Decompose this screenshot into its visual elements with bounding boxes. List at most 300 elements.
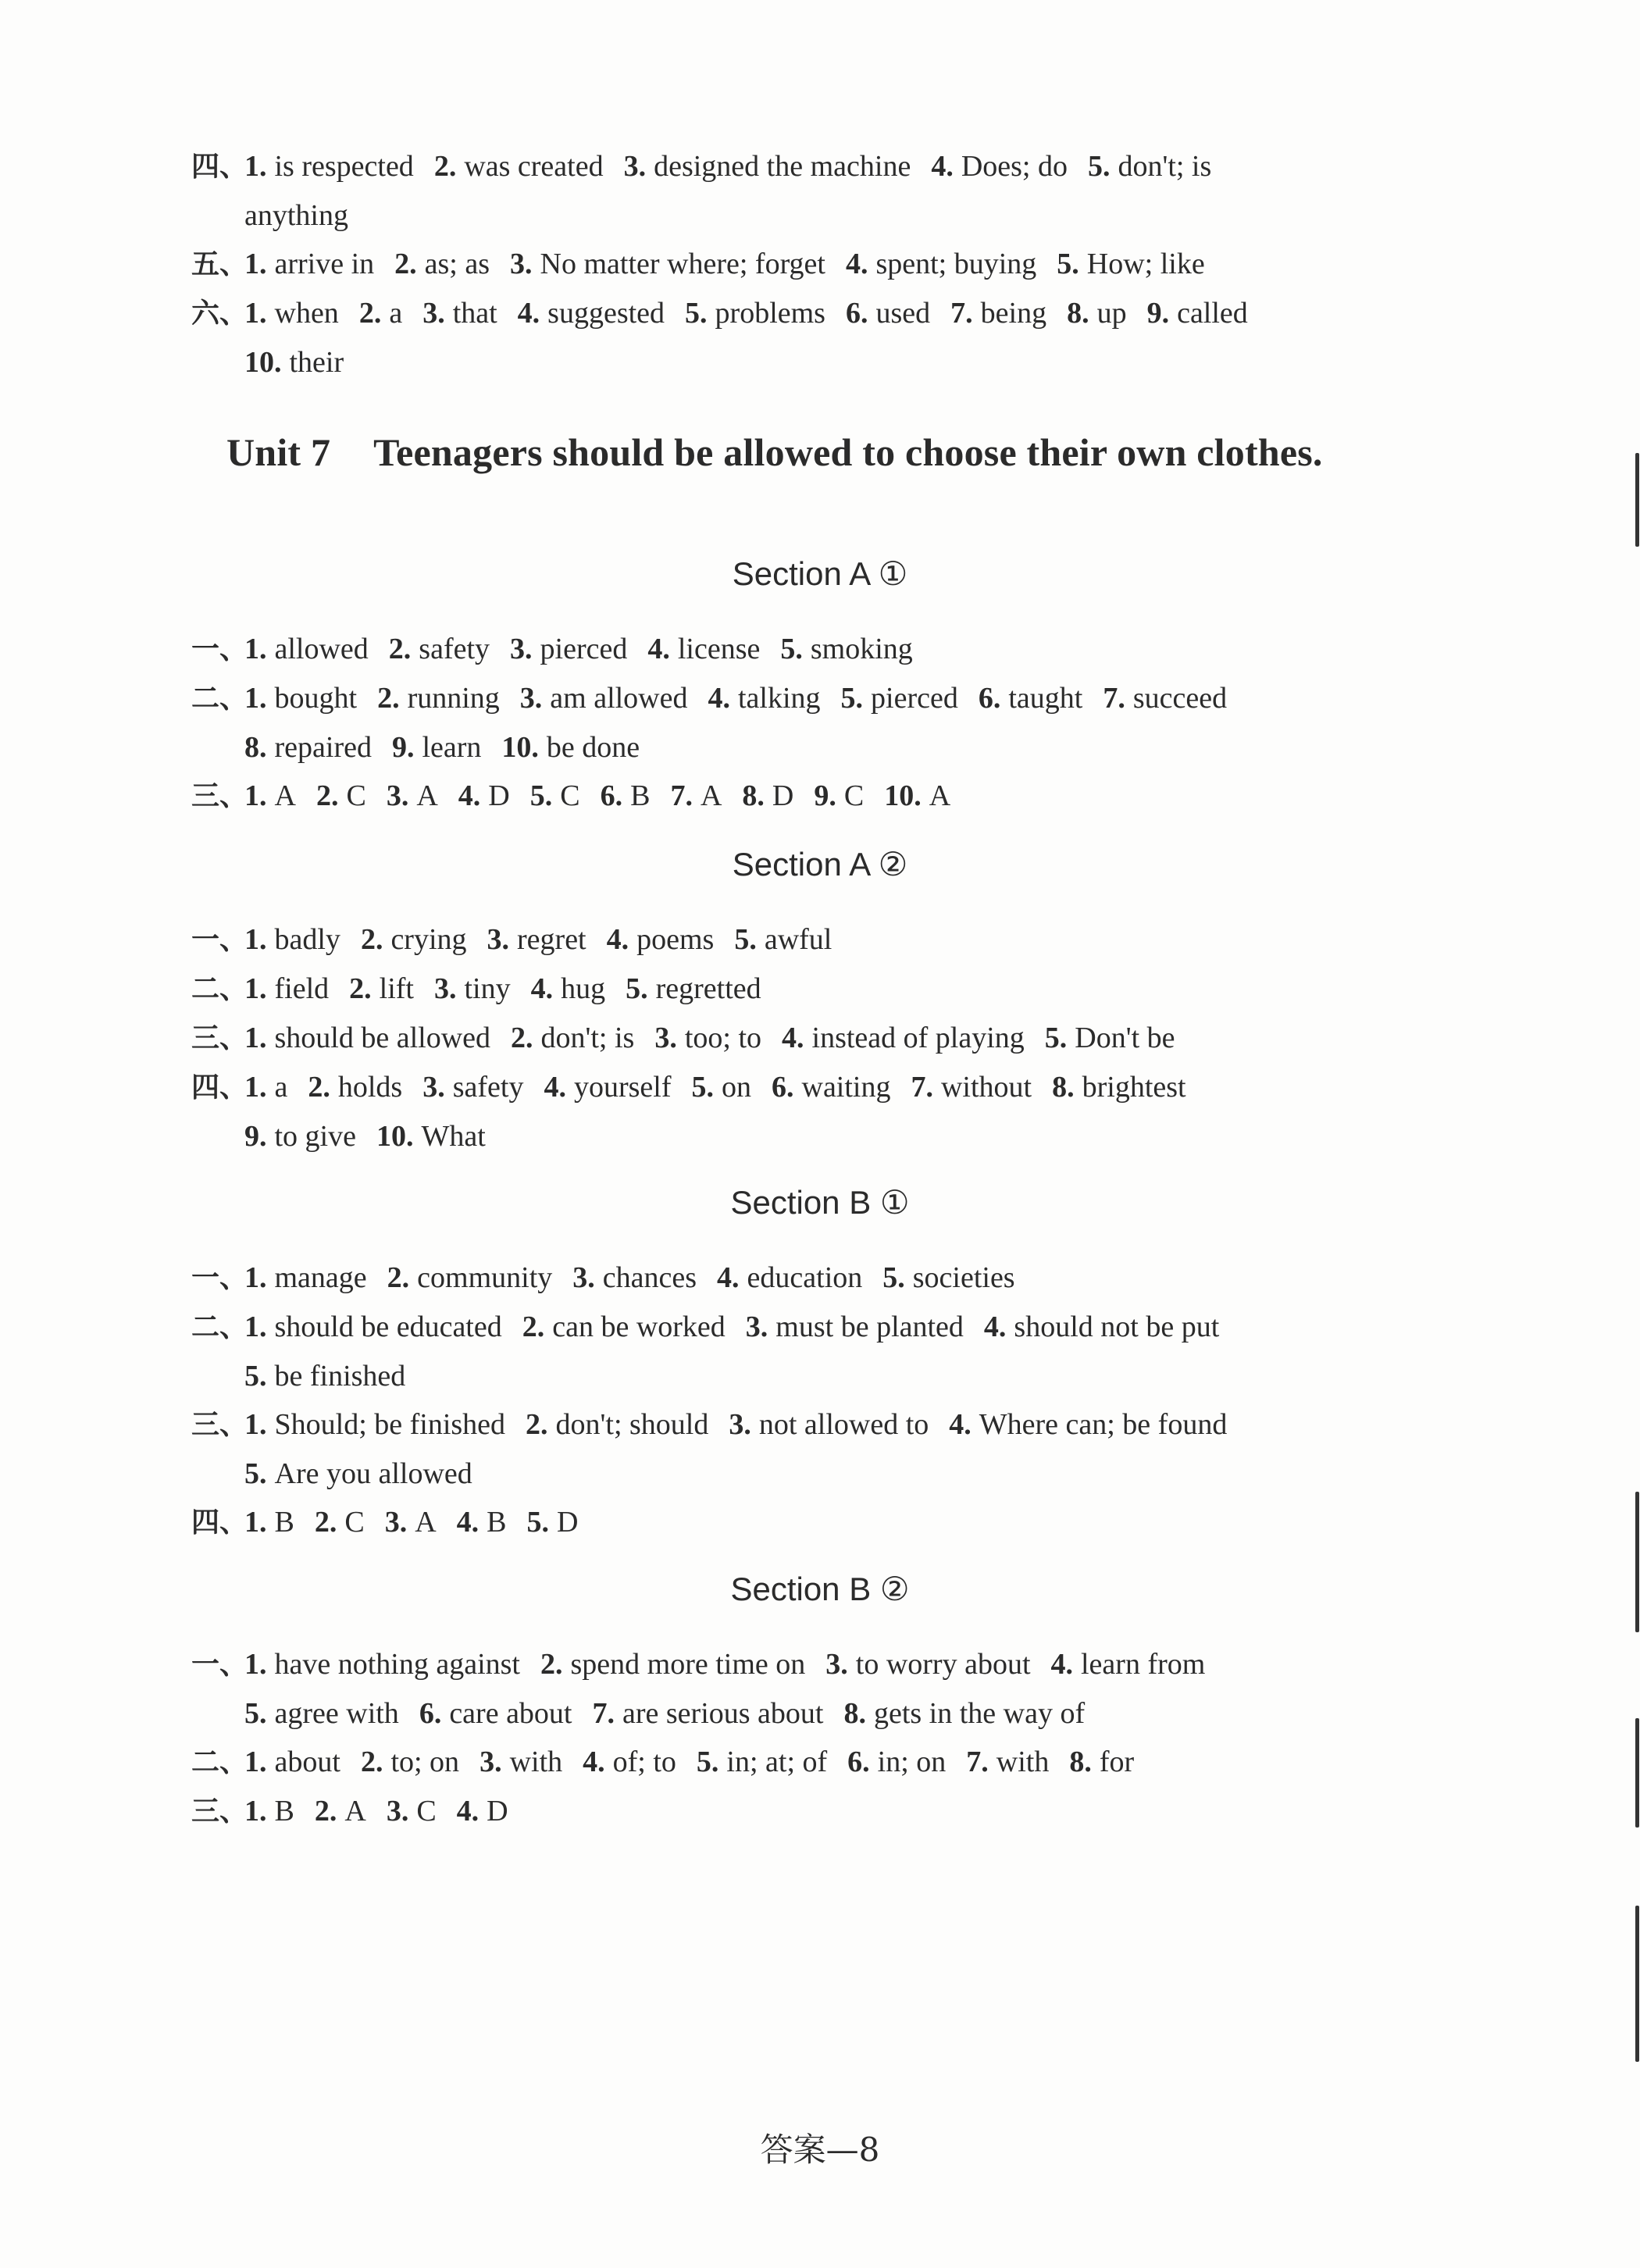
answer-item bbox=[1057, 248, 1204, 280]
answer-item bbox=[540, 1648, 805, 1681]
question-group-label: 四、 bbox=[191, 1072, 248, 1104]
answer-text: a bbox=[274, 1071, 288, 1104]
answer-item bbox=[527, 1506, 579, 1539]
answer-text: should be educated bbox=[274, 1311, 502, 1343]
answer-number: 1. bbox=[244, 1795, 267, 1828]
answer-text: instead of playing bbox=[811, 1022, 1025, 1054]
answer-text: learn from bbox=[1081, 1648, 1206, 1681]
answer-line bbox=[191, 772, 1488, 821]
answer-text: Does; do bbox=[961, 150, 1068, 183]
answer-item bbox=[931, 150, 1068, 183]
answer-item bbox=[244, 248, 374, 280]
answer-item bbox=[244, 1311, 502, 1343]
answer-line bbox=[191, 142, 1488, 191]
answer-text: to give bbox=[274, 1120, 356, 1153]
answer-item bbox=[708, 682, 821, 715]
answer-text: can be worked bbox=[552, 1311, 726, 1343]
answer-number: 7. bbox=[670, 779, 693, 812]
question-group-label: 二、 bbox=[191, 1311, 248, 1343]
answer-item bbox=[244, 1795, 294, 1828]
answer-text: poems bbox=[636, 923, 715, 956]
question-group-label: 二、 bbox=[191, 1746, 248, 1778]
answer-item bbox=[593, 1697, 824, 1730]
answer-number: 2. bbox=[387, 1261, 410, 1294]
answer-item bbox=[244, 1261, 367, 1294]
answer-number: 7. bbox=[950, 297, 973, 330]
answer-text: manage bbox=[274, 1261, 367, 1294]
answer-text: as; as bbox=[424, 248, 490, 280]
answer-number: 10. bbox=[244, 346, 282, 379]
answer-line bbox=[191, 1738, 1488, 1787]
answer-number: 4. bbox=[708, 682, 730, 715]
answer-item bbox=[742, 779, 793, 812]
answer-item bbox=[501, 731, 640, 764]
answer-item bbox=[626, 972, 761, 1005]
answer-number: 3. bbox=[422, 1071, 445, 1104]
answer-item bbox=[394, 248, 490, 280]
answer-item bbox=[601, 779, 651, 812]
answer-number: 3. bbox=[487, 923, 510, 956]
answer-item bbox=[244, 297, 339, 330]
answer-item bbox=[244, 923, 340, 956]
answer-item bbox=[1069, 1746, 1134, 1778]
answer-text: regret bbox=[517, 923, 586, 956]
answer-text: be done bbox=[546, 731, 640, 764]
answer-item bbox=[846, 248, 1036, 280]
answer-number: 4. bbox=[544, 1071, 566, 1104]
answer-number: 4. bbox=[717, 1261, 740, 1294]
answer-text: license bbox=[677, 633, 761, 665]
answer-item bbox=[244, 1457, 472, 1490]
answer-item bbox=[780, 633, 912, 665]
answer-text: taught bbox=[1008, 682, 1083, 715]
answer-text: safety bbox=[419, 633, 490, 665]
answer-item bbox=[392, 731, 481, 764]
answer-item bbox=[518, 297, 665, 330]
answer-item bbox=[846, 297, 930, 330]
answer-text: gets in the way of bbox=[873, 1697, 1086, 1730]
answer-line bbox=[191, 1303, 1488, 1352]
answer-item bbox=[361, 1746, 459, 1778]
answer-item bbox=[782, 1022, 1025, 1054]
answer-text: being bbox=[980, 297, 1047, 330]
answer-number: 3. bbox=[510, 248, 533, 280]
answer-number: 5. bbox=[696, 1746, 719, 1778]
answer-item bbox=[979, 682, 1082, 715]
answer-item bbox=[434, 150, 604, 183]
answer-number: 2. bbox=[360, 923, 383, 956]
answer-text: C bbox=[346, 779, 366, 812]
answer-text: with bbox=[509, 1746, 563, 1778]
answer-number: 1. bbox=[244, 923, 267, 956]
answer-item bbox=[457, 1795, 508, 1828]
answer-item bbox=[244, 346, 344, 379]
answer-text: spend more time on bbox=[570, 1648, 806, 1681]
answer-number: 8. bbox=[843, 1697, 866, 1730]
answer-text: with bbox=[996, 1746, 1050, 1778]
unit6-answers-tail bbox=[191, 142, 1488, 387]
answer-number: 7. bbox=[592, 1697, 615, 1730]
answer-number: 1. bbox=[244, 682, 267, 715]
answer-item bbox=[244, 1360, 405, 1393]
section-answers bbox=[191, 915, 1488, 1161]
answer-number: 1. bbox=[244, 779, 267, 812]
answer-number: 4. bbox=[1050, 1648, 1073, 1681]
answer-text: pierced bbox=[540, 633, 628, 665]
answer-number: 1. bbox=[244, 633, 267, 665]
answer-text: used bbox=[875, 297, 931, 330]
answer-number: 8. bbox=[244, 731, 267, 764]
answer-text: A bbox=[416, 779, 438, 812]
answer-line bbox=[191, 240, 1488, 289]
section-heading: Section A ① bbox=[732, 555, 908, 592]
answer-item bbox=[520, 682, 688, 715]
answer-number: 2. bbox=[358, 297, 382, 330]
answer-number: 7. bbox=[1103, 682, 1125, 715]
answer-number: 4. bbox=[456, 1506, 480, 1539]
answer-number: 6. bbox=[845, 297, 868, 330]
question-group-label: 五、 bbox=[191, 248, 248, 280]
answer-number: 2. bbox=[433, 150, 457, 183]
answer-item bbox=[670, 779, 722, 812]
answer-item bbox=[244, 199, 348, 232]
answer-number: 1. bbox=[244, 972, 267, 1005]
answer-number: 8. bbox=[1069, 1746, 1092, 1778]
question-group-label: 六、 bbox=[191, 298, 248, 330]
question-group-label: 一、 bbox=[191, 633, 248, 665]
answer-text: must be planted bbox=[775, 1311, 964, 1343]
answer-text: allowed bbox=[274, 633, 369, 665]
answer-text: societies bbox=[912, 1261, 1015, 1294]
answer-text: B bbox=[274, 1506, 294, 1539]
question-group-label: 二、 bbox=[191, 973, 248, 1005]
answer-text: should be allowed bbox=[274, 1022, 491, 1054]
answer-text: safety bbox=[452, 1071, 524, 1104]
answer-item bbox=[692, 1071, 752, 1104]
answer-item bbox=[841, 682, 958, 715]
answer-item bbox=[422, 1071, 523, 1104]
answer-line bbox=[191, 1689, 1488, 1738]
answer-item bbox=[480, 1746, 562, 1778]
section-heading: Section A ② bbox=[732, 846, 908, 883]
answer-number: 2. bbox=[540, 1648, 563, 1681]
section-answers bbox=[191, 625, 1488, 821]
answer-text: of; to bbox=[612, 1746, 676, 1778]
answer-item bbox=[244, 1746, 340, 1778]
answer-text: field bbox=[274, 972, 330, 1005]
answer-item bbox=[316, 779, 366, 812]
answer-number: 4. bbox=[845, 248, 868, 280]
answer-item bbox=[1103, 682, 1227, 715]
answer-text: chances bbox=[602, 1261, 697, 1294]
answer-item bbox=[624, 150, 911, 183]
answer-text: community bbox=[417, 1261, 553, 1294]
answer-number: 2. bbox=[394, 248, 417, 280]
answer-text: designed the machine bbox=[654, 150, 911, 183]
answer-number: 4. bbox=[458, 779, 481, 812]
answer-line bbox=[191, 625, 1488, 674]
answer-item bbox=[510, 633, 627, 665]
answer-text: D bbox=[487, 1795, 508, 1828]
answer-item bbox=[244, 731, 372, 764]
answer-number: 10. bbox=[884, 779, 922, 812]
answer-text: have nothing against bbox=[274, 1648, 520, 1681]
section-answers bbox=[191, 1253, 1488, 1547]
answer-number: 6. bbox=[772, 1071, 794, 1104]
answer-text: lift bbox=[379, 972, 414, 1005]
answer-item bbox=[244, 1506, 294, 1539]
answer-number: 5. bbox=[882, 1261, 905, 1294]
answer-item bbox=[734, 923, 832, 956]
answer-item bbox=[387, 779, 438, 812]
answer-number: 2. bbox=[360, 1746, 383, 1778]
answer-text: is respected bbox=[274, 150, 414, 183]
answer-number: 3. bbox=[729, 1408, 751, 1441]
answer-text: bought bbox=[274, 682, 358, 715]
answer-item bbox=[308, 1071, 402, 1104]
answer-item bbox=[387, 1261, 553, 1294]
answer-item bbox=[244, 1022, 490, 1054]
answer-number: 5. bbox=[1057, 248, 1079, 280]
answer-item bbox=[361, 923, 467, 956]
answer-text: Where can; be found bbox=[979, 1408, 1228, 1441]
answer-text: to; on bbox=[390, 1746, 460, 1778]
answer-item bbox=[531, 972, 606, 1005]
answer-number: 4. bbox=[456, 1795, 480, 1828]
answer-number: 3. bbox=[623, 150, 647, 183]
answer-number: 1. bbox=[244, 1311, 267, 1343]
answer-number: 2. bbox=[388, 633, 412, 665]
answer-item bbox=[1088, 150, 1211, 183]
answer-number: 4. bbox=[647, 633, 670, 665]
answer-text: up bbox=[1096, 297, 1127, 330]
answer-text: a bbox=[389, 297, 403, 330]
answer-text: D bbox=[557, 1506, 579, 1539]
answer-text: running bbox=[407, 682, 500, 715]
answer-text: be finished bbox=[274, 1360, 406, 1393]
answer-item bbox=[244, 1408, 505, 1441]
answer-number: 1. bbox=[244, 248, 267, 280]
answer-item bbox=[544, 1071, 671, 1104]
answer-number: 6. bbox=[419, 1697, 442, 1730]
answer-text: talking bbox=[738, 682, 821, 715]
answer-text: C bbox=[560, 779, 580, 812]
answer-text: A bbox=[700, 779, 722, 812]
answer-text: tiny bbox=[464, 972, 511, 1005]
answer-item bbox=[717, 1261, 862, 1294]
answer-text: learn bbox=[422, 731, 482, 764]
answer-number: 1. bbox=[244, 1506, 267, 1539]
answer-text: crying bbox=[390, 923, 467, 956]
answer-number: 6. bbox=[847, 1746, 870, 1778]
answer-item bbox=[530, 779, 580, 812]
unit-heading bbox=[226, 430, 1323, 475]
answer-text: smoking bbox=[810, 633, 913, 665]
answer-item bbox=[244, 682, 357, 715]
answer-text: that bbox=[452, 297, 497, 330]
answer-number: 3. bbox=[433, 972, 457, 1005]
answer-number: 8. bbox=[742, 779, 765, 812]
answer-item bbox=[1051, 1648, 1206, 1681]
answer-item bbox=[685, 297, 825, 330]
answer-number: 3. bbox=[386, 779, 409, 812]
answer-text: regretted bbox=[655, 972, 761, 1005]
answer-number: 2. bbox=[511, 1022, 533, 1054]
answer-text: C bbox=[344, 1506, 365, 1539]
answer-text: badly bbox=[274, 923, 340, 956]
answer-text: Are you allowed bbox=[274, 1457, 472, 1490]
answer-number: 5. bbox=[626, 972, 648, 1005]
answer-item bbox=[434, 972, 511, 1005]
answer-item bbox=[1052, 1071, 1185, 1104]
answer-number: 1. bbox=[244, 1261, 267, 1294]
answer-number: 10. bbox=[376, 1120, 414, 1153]
answer-text: about bbox=[274, 1746, 340, 1778]
answer-number: 5. bbox=[244, 1697, 267, 1730]
answer-line bbox=[191, 1400, 1488, 1450]
answer-number: 6. bbox=[978, 682, 1001, 715]
answer-item bbox=[487, 923, 586, 956]
answer-item bbox=[572, 1261, 697, 1294]
answer-number: 3. bbox=[572, 1261, 595, 1294]
answer-line bbox=[191, 965, 1488, 1014]
answer-text: not allowed to bbox=[758, 1408, 929, 1441]
answer-line bbox=[191, 1787, 1488, 1836]
answer-item bbox=[526, 1408, 708, 1441]
answer-number: 4. bbox=[931, 150, 954, 183]
answer-number: 4. bbox=[983, 1311, 1007, 1343]
answer-text: hug bbox=[561, 972, 606, 1005]
answer-text: No matter where; forget bbox=[540, 248, 825, 280]
answer-item bbox=[315, 1506, 365, 1539]
answer-text: to worry about bbox=[855, 1648, 1031, 1681]
answer-text: Should; be finished bbox=[274, 1408, 506, 1441]
answer-number: 3. bbox=[745, 1311, 768, 1343]
answer-number: 4. bbox=[583, 1746, 605, 1778]
question-group-label: 三、 bbox=[191, 1022, 248, 1054]
answer-text: don't; is bbox=[1118, 150, 1212, 183]
unit-title-text: Teenagers should be allowed to choose their own clothes. bbox=[373, 430, 1323, 474]
answer-number: 4. bbox=[517, 297, 540, 330]
answer-line bbox=[191, 915, 1488, 965]
answer-number: 5. bbox=[1087, 150, 1111, 183]
answer-item bbox=[376, 1120, 486, 1153]
answer-text: their bbox=[289, 346, 344, 379]
answer-line bbox=[191, 338, 1488, 387]
answer-number: 3. bbox=[825, 1648, 848, 1681]
answer-item bbox=[1147, 297, 1248, 330]
answer-number: 4. bbox=[949, 1408, 972, 1441]
answer-item bbox=[814, 779, 864, 812]
answer-text: D bbox=[488, 779, 510, 812]
answer-number: 3. bbox=[510, 633, 533, 665]
answer-text: pierced bbox=[871, 682, 958, 715]
answer-item bbox=[654, 1022, 761, 1054]
answer-number: 4. bbox=[782, 1022, 804, 1054]
answer-number: 5. bbox=[691, 1071, 714, 1104]
answer-number: 5. bbox=[734, 923, 757, 956]
answer-text: A bbox=[274, 779, 296, 812]
answer-number: 1. bbox=[244, 1071, 267, 1104]
answer-line bbox=[191, 674, 1488, 723]
answer-item bbox=[847, 1746, 946, 1778]
question-group-label: 四、 bbox=[191, 151, 248, 183]
answer-item bbox=[772, 1071, 890, 1104]
answer-text: care about bbox=[449, 1697, 572, 1730]
answer-item bbox=[244, 1071, 287, 1104]
answer-text: spent; buying bbox=[875, 248, 1037, 280]
answer-item bbox=[583, 1746, 676, 1778]
question-group-label: 三、 bbox=[191, 1409, 248, 1441]
answer-item bbox=[607, 923, 715, 956]
answer-number: 1. bbox=[244, 1022, 267, 1054]
answer-number: 4. bbox=[530, 972, 554, 1005]
answer-number: 1. bbox=[244, 150, 267, 183]
answer-number: 6. bbox=[600, 779, 623, 812]
answer-item bbox=[882, 1261, 1014, 1294]
answer-number: 5. bbox=[244, 1360, 267, 1393]
answer-item bbox=[389, 633, 490, 665]
question-group-label: 二、 bbox=[191, 683, 248, 715]
answer-text: without bbox=[940, 1071, 1032, 1104]
question-group-label: 一、 bbox=[191, 1649, 248, 1681]
answer-item bbox=[697, 1746, 827, 1778]
answer-text: yourself bbox=[573, 1071, 672, 1104]
answer-line bbox=[191, 1063, 1488, 1112]
answer-number: 3. bbox=[519, 682, 543, 715]
answer-number: 3. bbox=[422, 297, 445, 330]
answer-text: agree with bbox=[274, 1697, 399, 1730]
answer-text: C bbox=[843, 779, 865, 812]
answer-text: don't; should bbox=[555, 1408, 709, 1441]
unit-number: Unit 7 bbox=[226, 430, 331, 474]
question-group-label: 四、 bbox=[191, 1507, 248, 1539]
answer-number: 2. bbox=[377, 682, 400, 715]
answer-text: too; to bbox=[684, 1022, 762, 1054]
answer-line bbox=[191, 1498, 1488, 1547]
answer-item bbox=[377, 682, 500, 715]
answer-number: 3. bbox=[654, 1022, 677, 1054]
answer-line bbox=[191, 1352, 1488, 1400]
answer-item bbox=[387, 1795, 437, 1828]
answer-number: 5. bbox=[1044, 1022, 1068, 1054]
answer-text: succeed bbox=[1132, 682, 1228, 715]
answer-item bbox=[746, 1311, 964, 1343]
answer-item bbox=[884, 779, 950, 812]
answer-number: 1. bbox=[244, 1408, 267, 1441]
answer-item bbox=[359, 297, 402, 330]
answer-number: 2. bbox=[314, 1795, 337, 1828]
answer-item bbox=[984, 1311, 1219, 1343]
question-group-label: 三、 bbox=[191, 1796, 248, 1828]
answer-number: 1. bbox=[244, 1648, 267, 1681]
answer-number: 5. bbox=[840, 682, 864, 715]
answer-item bbox=[385, 1506, 437, 1539]
page-number: 答案—8 bbox=[760, 2131, 880, 2169]
answer-number: 3. bbox=[384, 1506, 408, 1539]
answer-text: holds bbox=[337, 1071, 403, 1104]
answer-item bbox=[244, 1697, 399, 1730]
answer-line bbox=[191, 1450, 1488, 1498]
answer-number: 2. bbox=[316, 779, 339, 812]
question-group-label: 一、 bbox=[191, 924, 248, 956]
answer-number: 2. bbox=[522, 1311, 545, 1343]
answer-number: 3. bbox=[386, 1795, 409, 1828]
answer-number: 9. bbox=[391, 731, 415, 764]
answer-number: 2. bbox=[308, 1071, 330, 1104]
answer-item bbox=[244, 1648, 520, 1681]
answer-item bbox=[949, 1408, 1227, 1441]
